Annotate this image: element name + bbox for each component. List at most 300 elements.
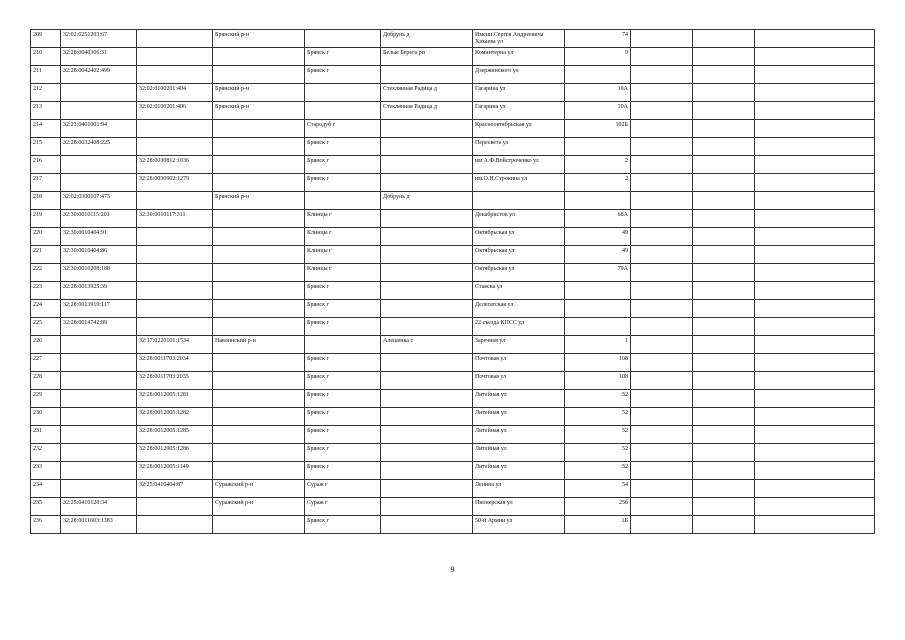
settlement-cell [381,480,473,498]
street-cell: Ленина ул [473,480,565,498]
extra-1-cell [631,192,693,210]
street-cell: 22 съезда КПСС ул [473,318,565,336]
extra-3-cell [755,210,875,228]
city-cell [305,102,381,120]
extra-3-cell [755,354,875,372]
extra-1-cell [631,138,693,156]
table-row [31,444,875,462]
extra-2-cell [693,228,755,246]
table-row [31,336,875,354]
row-number-cell: 229 [31,390,61,408]
city-cell: Сураж г [305,480,381,498]
table-row [31,246,875,264]
cadastral-number-cell: 32:02:0251203:67 [61,30,137,48]
parent-cadastral-number-cell [137,66,213,84]
house-number-cell: 10А [565,84,631,102]
extra-2-cell [693,102,755,120]
street-cell: Октябрьская ул [473,228,565,246]
city-cell: Брянск г [305,66,381,84]
street-cell: Заречная ул [473,336,565,354]
extra-1-cell [631,228,693,246]
parent-cadastral-number-cell: 32:28:0012005:1286 [137,444,213,462]
table-row [31,228,875,246]
extra-2-cell [693,156,755,174]
district-cell: Брянский р-н [213,84,305,102]
extra-1-cell [631,246,693,264]
city-cell: Брянск г [305,372,381,390]
extra-1-cell [631,354,693,372]
district-cell: Навлинский р-н [213,336,305,354]
extra-3-cell [755,480,875,498]
settlement-cell: Стеклянная Радица д [381,84,473,102]
city-cell: Брянск г [305,174,381,192]
extra-1-cell [631,318,693,336]
table-row [31,372,875,390]
cadastral-number-cell [61,480,137,498]
cadastral-number-cell: 32:28:0013925:39 [61,282,137,300]
street-cell: Декабристов ул [473,210,565,228]
cadastral-number-cell [61,156,137,174]
street-cell: Октябрьская ул [473,246,565,264]
extra-3-cell [755,318,875,336]
house-number-cell: 68А [565,210,631,228]
table-row [31,174,875,192]
house-number-cell: 52 [565,444,631,462]
parent-cadastral-number-cell: 32:28:0030812:1036 [137,156,213,174]
extra-1-cell [631,462,693,480]
cadastral-number-cell: 32:28:0040306:31 [61,48,137,66]
cadastral-number-cell [61,444,137,462]
parent-cadastral-number-cell [137,138,213,156]
extra-2-cell [693,282,755,300]
city-cell: Брянск г [305,318,381,336]
district-cell [213,408,305,426]
district-cell [213,66,305,84]
table-row [31,156,875,174]
street-cell: Дзержинского ул [473,66,565,84]
district-cell [213,300,305,318]
street-cell: Октябрьская ул [473,264,565,282]
cadastral-number-cell: 32:28:0014742:89 [61,318,137,336]
row-number-cell: 218 [31,192,61,210]
city-cell: Сураж г [305,498,381,516]
extra-2-cell [693,318,755,336]
table-row [31,354,875,372]
row-number-cell: 221 [31,246,61,264]
district-cell [213,282,305,300]
settlement-cell [381,66,473,84]
row-number-cell: 236 [31,516,61,534]
extra-1-cell [631,282,693,300]
district-cell [213,426,305,444]
extra-2-cell [693,48,755,66]
parent-cadastral-number-cell: 32:28:0012005:1149 [137,462,213,480]
extra-2-cell [693,246,755,264]
settlement-cell [381,390,473,408]
extra-3-cell [755,300,875,318]
settlement-cell: Стеклянная Радица д [381,102,473,120]
house-number-cell [565,66,631,84]
city-cell [305,84,381,102]
row-number-cell: 209 [31,30,61,48]
district-cell [213,444,305,462]
extra-2-cell [693,174,755,192]
street-cell: Пересвета ул [473,138,565,156]
extra-3-cell [755,228,875,246]
table-row [31,408,875,426]
settlement-cell [381,318,473,336]
parent-cadastral-number-cell [137,120,213,138]
city-cell: Стародуб г [305,120,381,138]
extra-2-cell [693,138,755,156]
registry-table [30,29,875,534]
extra-3-cell [755,84,875,102]
house-number-cell: 74 [565,30,631,48]
parent-cadastral-number-cell [137,228,213,246]
extra-2-cell [693,300,755,318]
table-row [31,138,875,156]
city-cell: Брянск г [305,516,381,534]
house-number-cell: 49 [565,228,631,246]
house-number-cell: 1 [565,336,631,354]
table-row [31,210,875,228]
cadastral-number-cell: 32:23:0401001:94 [61,120,137,138]
row-number-cell: 219 [31,210,61,228]
row-number-cell: 213 [31,102,61,120]
extra-1-cell [631,120,693,138]
house-number-cell [565,192,631,210]
house-number-cell: 52 [565,390,631,408]
house-number-cell [565,138,631,156]
street-cell: Краснооктябрьская ул [473,120,565,138]
district-cell [213,174,305,192]
table-row [31,390,875,408]
extra-3-cell [755,156,875,174]
parent-cadastral-number-cell [137,264,213,282]
row-number-cell: 216 [31,156,61,174]
settlement-cell [381,516,473,534]
extra-2-cell [693,210,755,228]
house-number-cell: 1Б [565,516,631,534]
extra-2-cell [693,408,755,426]
table-row [31,426,875,444]
city-cell: Клинцы г [305,228,381,246]
cadastral-number-cell [61,354,137,372]
extra-1-cell [631,444,693,462]
cadastral-number-cell [61,84,137,102]
district-cell [213,48,305,66]
settlement-cell [381,228,473,246]
city-cell [305,30,381,48]
street-cell: Коминтерна ул [473,48,565,66]
cadastral-number-cell [61,336,137,354]
extra-2-cell [693,444,755,462]
extra-1-cell [631,480,693,498]
extra-3-cell [755,264,875,282]
extra-2-cell [693,390,755,408]
row-number-cell: 220 [31,228,61,246]
extra-3-cell [755,282,875,300]
district-cell [213,264,305,282]
table-row [31,264,875,282]
extra-2-cell [693,498,755,516]
extra-1-cell [631,66,693,84]
parent-cadastral-number-cell: 32:02:0100201:404 [137,84,213,102]
settlement-cell [381,156,473,174]
extra-3-cell [755,462,875,480]
house-number-cell: 2 [565,174,631,192]
settlement-cell: Добрунь д [381,192,473,210]
row-number-cell: 234 [31,480,61,498]
extra-2-cell [693,480,755,498]
house-number-cell: 10А [565,102,631,120]
table-row [31,192,875,210]
extra-2-cell [693,192,755,210]
cadastral-number-cell: 32:02:0300107:475 [61,192,137,210]
house-number-cell: 2 [565,156,631,174]
street-cell [473,192,565,210]
row-number-cell: 211 [31,66,61,84]
row-number-cell: 230 [31,408,61,426]
extra-3-cell [755,102,875,120]
extra-3-cell [755,336,875,354]
extra-2-cell [693,120,755,138]
parent-cadastral-number-cell: 32:28:0011703:2035 [137,372,213,390]
city-cell [305,336,381,354]
extra-2-cell [693,462,755,480]
table-row [31,480,875,498]
street-cell: 50-й Армии ул [473,516,565,534]
extra-3-cell [755,516,875,534]
district-cell [213,318,305,336]
city-cell: Брянск г [305,426,381,444]
extra-1-cell [631,498,693,516]
cadastral-number-cell [61,462,137,480]
city-cell: Брянск г [305,462,381,480]
extra-3-cell [755,408,875,426]
street-cell: им А.Ф.Войстроченко ул [473,156,565,174]
city-cell: Брянск г [305,408,381,426]
settlement-cell [381,408,473,426]
extra-3-cell [755,192,875,210]
house-number-cell: 108 [565,372,631,390]
district-cell: Брянский р-н [213,192,305,210]
extra-2-cell [693,372,755,390]
extra-3-cell [755,444,875,462]
parent-cadastral-number-cell [137,48,213,66]
house-number-cell: 79А [565,264,631,282]
city-cell: Брянск г [305,444,381,462]
street-cell: Литейная ул [473,444,565,462]
city-cell: Брянск г [305,48,381,66]
parent-cadastral-number-cell [137,192,213,210]
row-number-cell: 222 [31,264,61,282]
house-number-cell: 52 [565,462,631,480]
extra-1-cell [631,426,693,444]
house-number-cell [565,282,631,300]
settlement-cell [381,282,473,300]
city-cell: Брянск г [305,354,381,372]
row-number-cell: 231 [31,426,61,444]
extra-3-cell [755,48,875,66]
parent-cadastral-number-cell [137,246,213,264]
row-number-cell: 232 [31,444,61,462]
row-number-cell: 224 [31,300,61,318]
street-cell: Делегатская ул [473,300,565,318]
street-cell: Литейная ул [473,426,565,444]
street-cell: Почтовая ул [473,372,565,390]
settlement-cell [381,138,473,156]
table-row [31,282,875,300]
cadastral-number-cell: 32:30:0010404:91 [61,228,137,246]
street-cell: Гагарина ул [473,84,565,102]
street-cell: Гагарина ул [473,102,565,120]
house-number-cell: 54 [565,480,631,498]
parent-cadastral-number-cell [137,516,213,534]
extra-2-cell [693,264,755,282]
house-number-cell [565,318,631,336]
cadastral-number-cell: 32:30:0010404:86 [61,246,137,264]
extra-2-cell [693,516,755,534]
extra-3-cell [755,426,875,444]
row-number-cell: 227 [31,354,61,372]
district-cell [213,156,305,174]
row-number-cell: 228 [31,372,61,390]
district-cell: Суражский р-н [213,480,305,498]
row-number-cell: 225 [31,318,61,336]
table-row [31,462,875,480]
page-number: 9 [450,565,455,574]
table-row [31,318,875,336]
parent-cadastral-number-cell: 32:02:0100201:406 [137,102,213,120]
extra-1-cell [631,156,693,174]
district-cell [213,120,305,138]
district-cell: Брянский р-н [213,102,305,120]
settlement-cell [381,372,473,390]
cadastral-number-cell [61,372,137,390]
extra-3-cell [755,174,875,192]
row-number-cell: 226 [31,336,61,354]
row-number-cell: 217 [31,174,61,192]
street-cell: Пионерская ул [473,498,565,516]
city-cell: Клинцы г [305,210,381,228]
extra-2-cell [693,426,755,444]
parent-cadastral-number-cell [137,318,213,336]
extra-1-cell [631,390,693,408]
settlement-cell [381,426,473,444]
settlement-cell [381,210,473,228]
row-number-cell: 210 [31,48,61,66]
extra-2-cell [693,336,755,354]
district-cell: Суражский р-н [213,498,305,516]
parent-cadastral-number-cell [137,30,213,48]
house-number-cell: 52 [565,426,631,444]
parent-cadastral-number-cell [137,282,213,300]
extra-2-cell [693,354,755,372]
cadastral-number-cell [61,408,137,426]
extra-3-cell [755,30,875,48]
house-number-cell: 49 [565,246,631,264]
cadastral-number-cell: 32:28:0013919:117 [61,300,137,318]
cadastral-number-cell: 32:30:0010208:188 [61,264,137,282]
cadastral-number-cell: 32:25:0410120:34 [61,498,137,516]
parent-cadastral-number-cell [137,498,213,516]
extra-1-cell [631,102,693,120]
table-row [31,66,875,84]
street-cell: Литейная ул [473,408,565,426]
city-cell [305,192,381,210]
district-cell [213,390,305,408]
row-number-cell: 223 [31,282,61,300]
district-cell [213,516,305,534]
parent-cadastral-number-cell: 32:28:0012005:1281 [137,390,213,408]
cadastral-number-cell: 32:28:0011603:1383 [61,516,137,534]
extra-3-cell [755,498,875,516]
street-cell: им.О.Н.Строкина ул [473,174,565,192]
table-row [31,498,875,516]
row-number-cell: 214 [31,120,61,138]
district-cell [213,372,305,390]
city-cell: Клинцы г [305,264,381,282]
cadastral-number-cell [61,390,137,408]
table-row [31,48,875,66]
extra-3-cell [755,246,875,264]
extra-2-cell [693,30,755,48]
district-cell [213,354,305,372]
table-row [31,30,875,48]
parent-cadastral-number-cell: 32:25:0410404:87 [137,480,213,498]
house-number-cell: 52 [565,408,631,426]
settlement-cell [381,462,473,480]
house-number-cell [565,300,631,318]
cadastral-number-cell: 32:30:0010115:201 [61,210,137,228]
table-row [31,300,875,318]
table-body [31,30,875,534]
extra-1-cell [631,210,693,228]
parent-cadastral-number-cell: 32:28:0012005:1282 [137,408,213,426]
city-cell: Брянск г [305,282,381,300]
house-number-cell: 102Б [565,120,631,138]
settlement-cell [381,444,473,462]
city-cell: Брянск г [305,300,381,318]
extra-1-cell [631,516,693,534]
parent-cadastral-number-cell: 32:30:0010117:311 [137,210,213,228]
district-cell [213,138,305,156]
district-cell [213,210,305,228]
row-number-cell: 215 [31,138,61,156]
district-cell [213,246,305,264]
cadastral-number-cell: 32:28:0042402:499 [61,66,137,84]
table-row [31,102,875,120]
table-row [31,516,875,534]
district-cell: Брянский р-н [213,30,305,48]
parent-cadastral-number-cell: 32:28:0011703:2034 [137,354,213,372]
settlement-cell: Добрунь д [381,30,473,48]
cadastral-number-cell [61,174,137,192]
row-number-cell: 212 [31,84,61,102]
extra-1-cell [631,30,693,48]
extra-3-cell [755,66,875,84]
street-cell: Литейная ул [473,390,565,408]
parent-cadastral-number-cell: 32:17:0220101:1534 [137,336,213,354]
extra-2-cell [693,66,755,84]
cadastral-number-cell [61,426,137,444]
settlement-cell: Алешенка с [381,336,473,354]
extra-1-cell [631,336,693,354]
street-cell: Ставска ул [473,282,565,300]
street-cell: Почтовая ул [473,354,565,372]
settlement-cell [381,264,473,282]
